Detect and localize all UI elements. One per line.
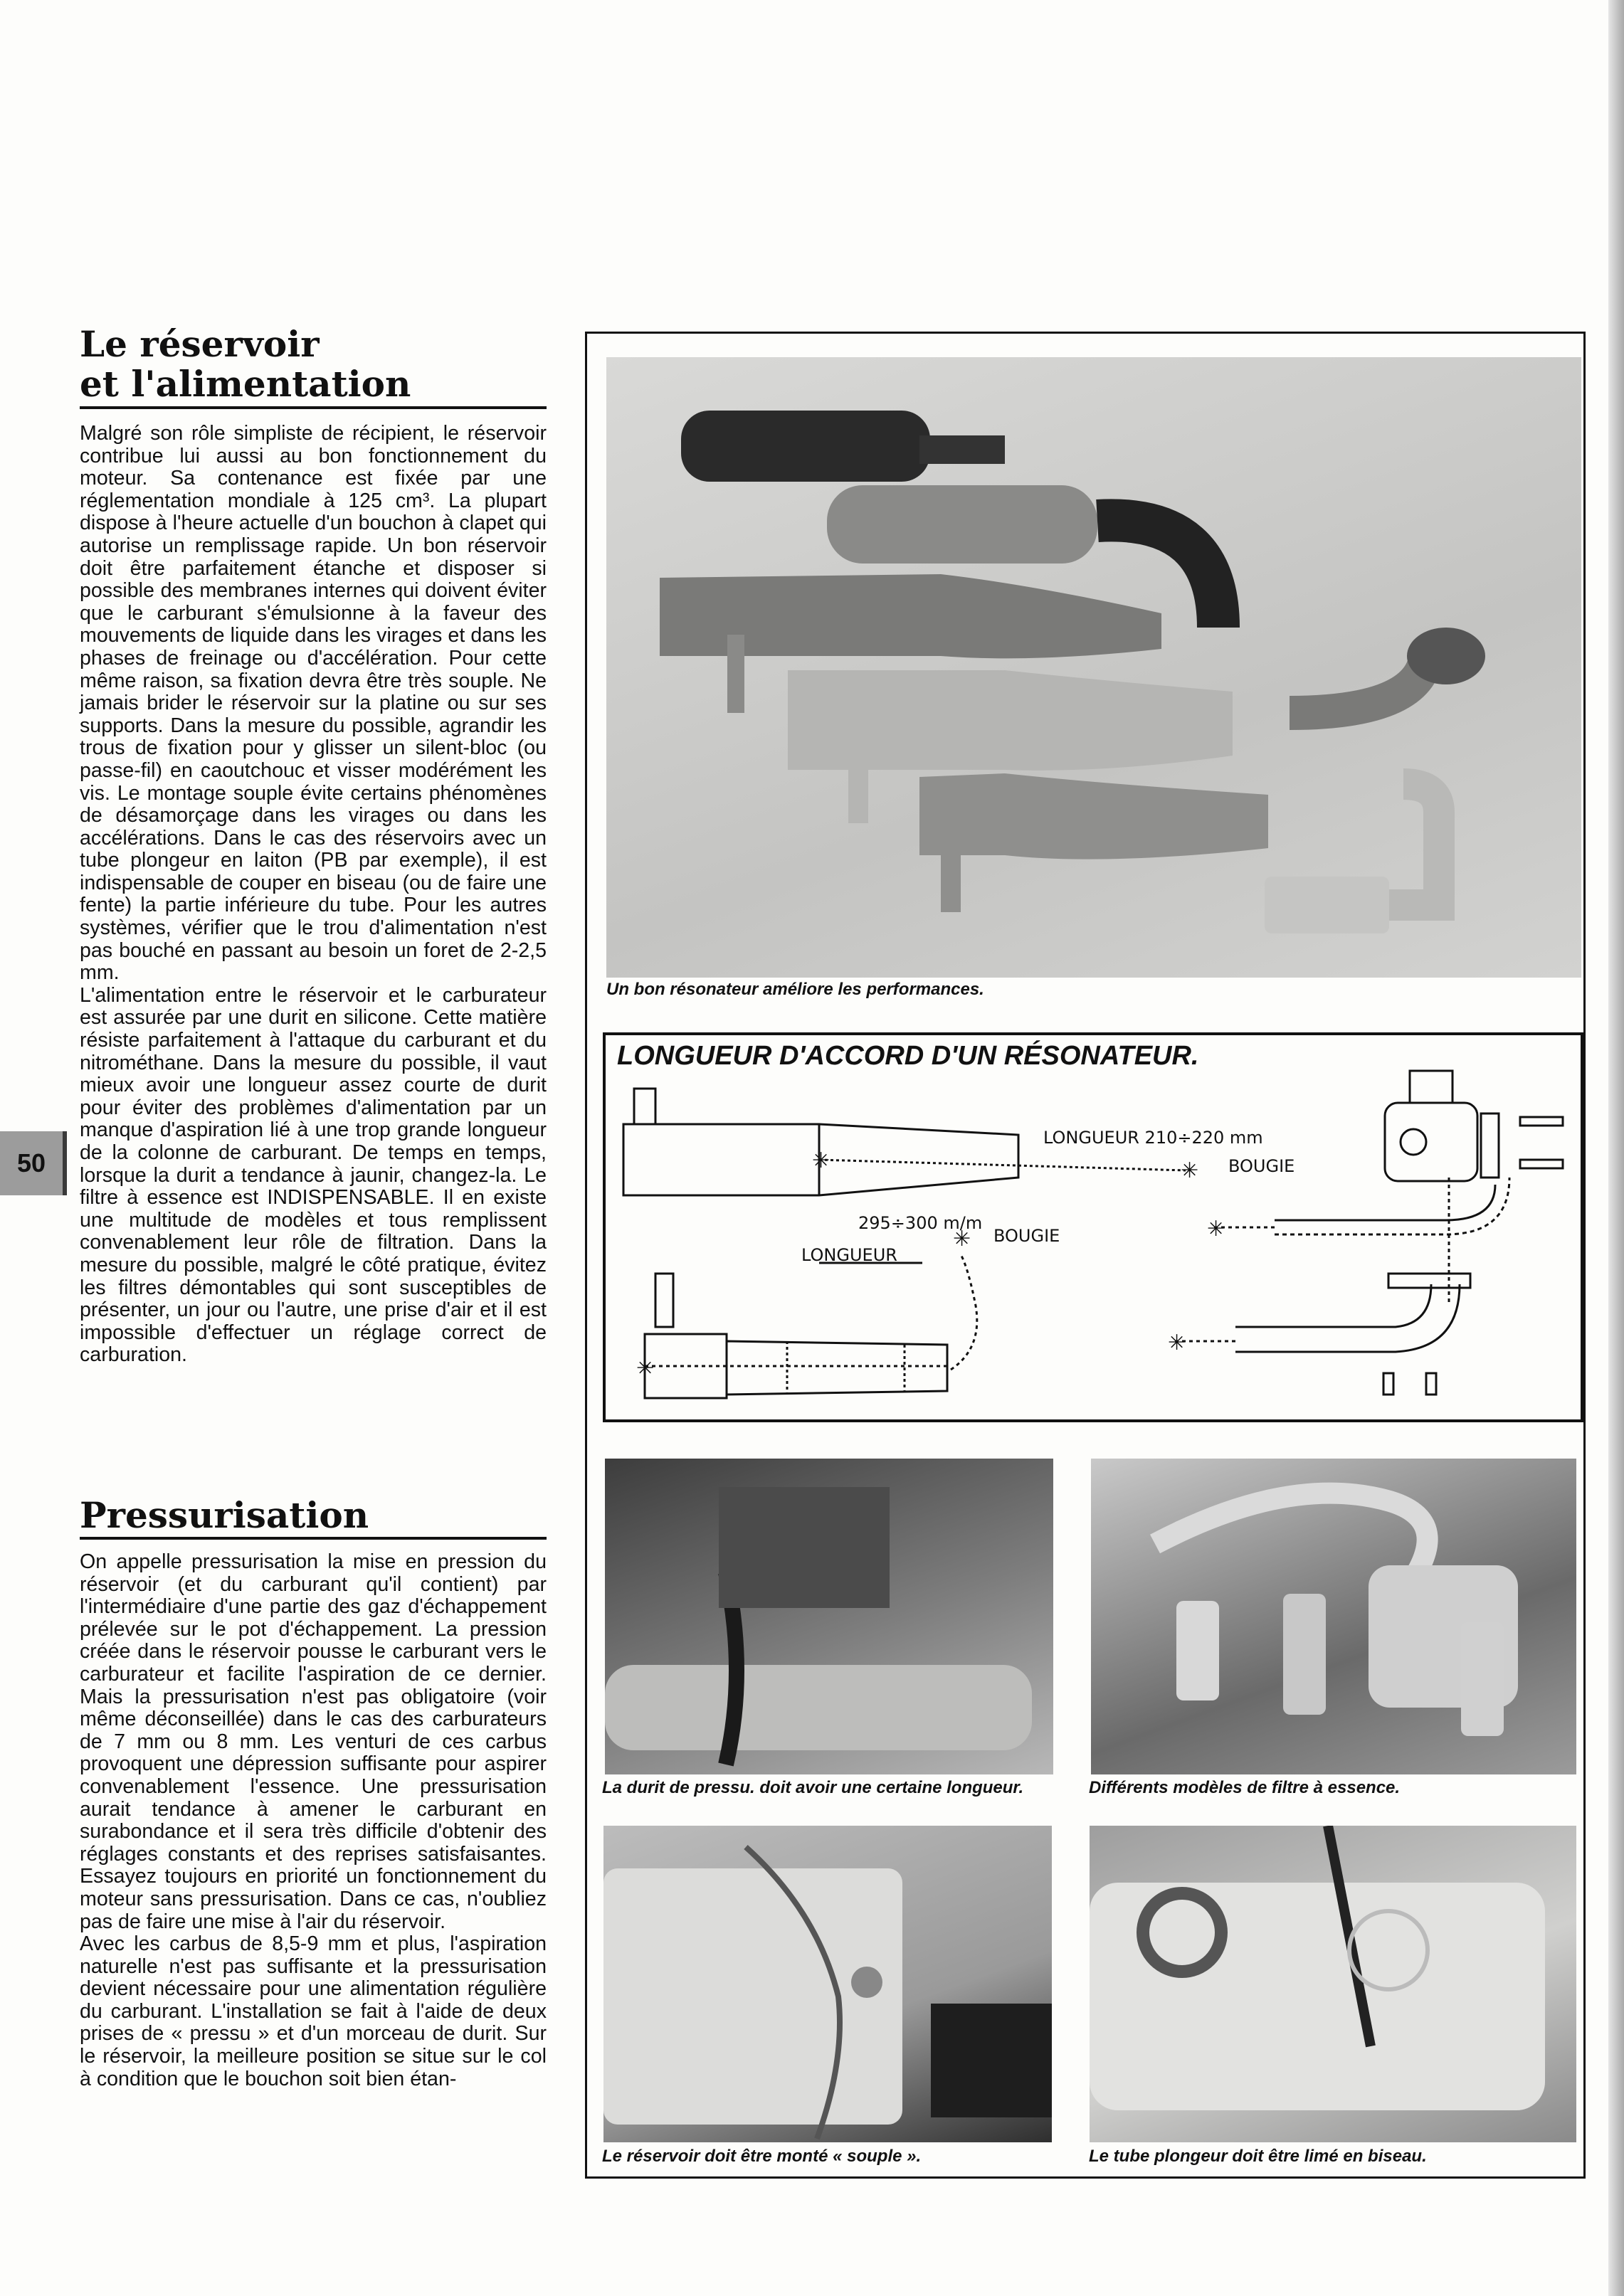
heading-text: Pressurisation [80,1494,369,1536]
heading-line-2: et l'alimentation [80,363,411,405]
fuel-filter-photo [1091,1459,1576,1774]
pressure-hose-photo [605,1459,1053,1774]
svg-text:✳: ✳ [812,1148,831,1173]
diagram-label-spark-bottom: BOUGIE [993,1226,1060,1246]
tank-mount-photo [603,1826,1052,2142]
diagram-title: LONGUEUR D'ACCORD D'UN RÉSONATEUR. [617,1041,1199,1071]
pressure-hose-caption: La durit de pressu. doit avoir une certaine longueur. [602,1778,1024,1797]
resonator-length-diagram [603,1032,1583,1422]
page-edge-shadow [1608,0,1624,2296]
tank-mount-caption: Le réservoir doit être monté « souple ». [602,2147,922,2166]
fuel-filter-caption: Différents modèles de filtre à essence. [1089,1778,1401,1797]
svg-text:✳: ✳ [1207,1217,1225,1242]
page-number: 50 [16,1148,46,1178]
paragraph: Avec les carbus de 8,5-9 mm et plus, l'aspiration naturelle n'est pas suffisante et la pressurisation devient nécessaire pour une alimentation régulière du carburant. L'installation se fait à l'aide de deux prises de « pressu » et d'un morceau de durit. Sur le réservoir, la meilleure position se situe sur le col à condition que le bouchon soit bien étan- [80,1932,547,2090]
section-heading-pressurisation [80,1496,369,1535]
resonator-photo [606,357,1581,978]
section-heading-reservoir [80,324,411,404]
heading-line-1: Le réservoir [80,323,320,365]
diagram-label-spark-top: BOUGIE [1228,1156,1295,1176]
feed-tube-photo [1090,1826,1576,2142]
svg-text:✳: ✳ [636,1356,655,1381]
heading-underline [80,1537,547,1540]
section-body-pressurisation [80,1551,547,2090]
diagram-label-length-bottom: LONGUEUR [801,1245,897,1265]
diagram-label-length-top: LONGUEUR 210÷220 mm [1043,1128,1263,1148]
paragraph: L'alimentation entre le réservoir et le carburateur est assurée par une durit en silicone. Cette matière résiste parfaitement à l'attaque du carburant et du nitrométhane. Dans la mesure du possible, il vaut mieux avoir une longueur assez courte de durit pour éviter des problèmes d'alimentation par un manque d'aspiration lié à une trop grande longueur de la colonne de carburant. De temps en temps, lorsque la durit a tendance à jaunir, changez-la. Le filtre à essence est INDISPENSABLE. Il en existe une multitude de modèles et tous remplissent convenablement leur rôle de filtration. Dans la mesure du possible, malgré le côté pratique, évitez les filtres démontables qui sont susceptibles de présenter, un jour ou l'autre, une prise d'air et il est impossible d'effectuer un réglage correct de carburation. [80,983,547,1367]
svg-text:✳: ✳ [1181,1158,1199,1183]
section-body-reservoir [80,423,547,1367]
svg-text:✳: ✳ [1168,1330,1186,1355]
resonator-photo-caption: Un bon résonateur améliore les performances. [606,980,984,999]
svg-text:✳: ✳ [953,1227,971,1252]
paragraph: Malgré son rôle simpliste de récipient, le réservoir contribue lui aussi au bon fonctionnement du moteur. Sa contenance est fixée par une réglementation mondiale à 125 cm³. La plupart dispose à l'heure actuelle d'un bouchon à clapet qui autorise un remplissage rapide. Un bon réservoir doit être parfaitement étanche et disposer si possible des membranes internes qui doivent éviter que le carburant s'émulsionne à la faveur des mouvements de liquide dans les virages et dans les phases de freinage ou d'accélération. Pour cette même raison, sa fixation devra être très souple. Ne jamais brider le réservoir sur la platine ou sur ses supports. Dans la mesure du possible, agrandir les trous de fixation pour y glisser un silent-bloc (ou passe-fil) en caoutchouc et visser modérément les vis. Le montage souple évite certains phénomènes de désamorçage dans les virages ou dans les accélérations. Dans le cas des réservoirs avec un tube plongeur en laiton (PB par exemple), il est indispensable de couper en biseau (ou de faire une fente) la partie inférieure du tube. Pour les autres systèmes, vérifier que le trou d'alimentation n'est pas bouché en passant au besoin un foret de 2-2,5 mm. [80,422,547,985]
feed-tube-caption: Le tube plongeur doit être limé en biseau. [1089,2147,1427,2166]
page-number-tab [0,1131,67,1195]
heading-underline [80,406,547,409]
diagram-label-length-value: 295÷300 m/m [858,1213,983,1233]
paragraph: On appelle pressurisation la mise en pression du réservoir (et du carburant qu'il contient) par l'intermédiaire d'une partie des gaz d'échappement prélevée sur le pot d'échappement. La pression créée dans le réservoir pousse le carburant vers le carburateur et facilite l'aspiration de ce dernier. Mais la pressurisation n'est pas obligatoire (voir même déconseillée) dans le cas des carburateurs de 7 mm ou 8 mm. Les venturi de ces carbus provoquent une dépression suffisante pour aspirer convenablement l'essence. Une pressurisation aurait tendance à amener le carburant en surabondance et il sera très difficile d'obtenir des réglages constants et des reprises satisfaisantes. Essayez toujours en priorité un fonctionnement du moteur sans pressurisation. Dans ce cas, n'oubliez pas de faire une mise à l'air du réservoir. [80,1550,547,1933]
diagram-drawing [606,1035,1581,1419]
